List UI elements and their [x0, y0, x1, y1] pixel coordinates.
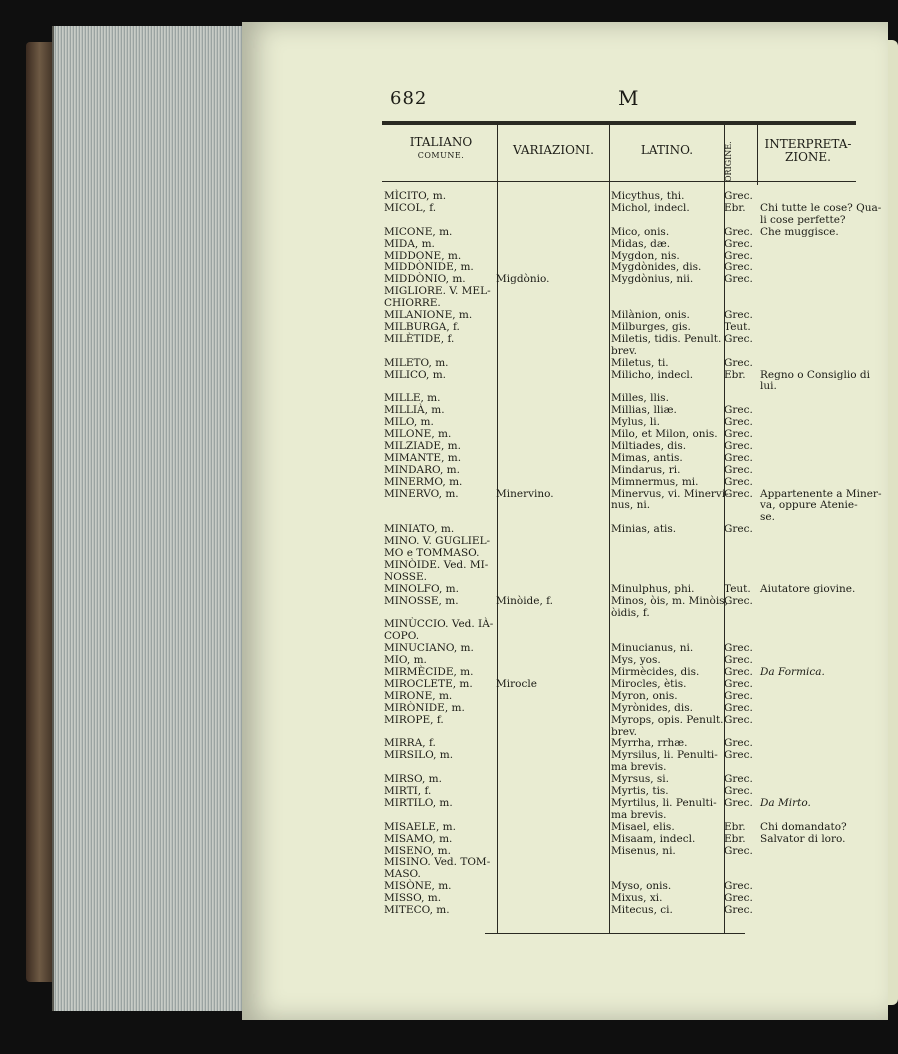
entry-italiano: MINIATO, m.	[384, 523, 455, 536]
entry-italiano: MINERVO, m.	[384, 487, 459, 500]
entry-interpretazione: Chi domandato?	[760, 820, 847, 833]
entry-italiano: MIRTILO, m.	[384, 796, 453, 809]
entry-latino: Misaam, indecl.	[611, 832, 696, 845]
entry-origine: Grec.	[724, 713, 753, 726]
entry-italiano: MO e TOMMASO.	[384, 547, 480, 559]
entry-italiano: MIRSO, m.	[384, 773, 442, 786]
entry-origine: Grec.	[724, 463, 753, 476]
entry-interpretazione: Regno o Consiglio di	[760, 368, 870, 381]
entry-interpretazione: Chi tutte le cose? Qua-	[760, 201, 882, 214]
column-header-origine: ORIGINE.	[724, 141, 733, 182]
entry-latino: Minos, òis, m. Minòis,	[611, 594, 728, 607]
entry-latino: Misael, elis.	[611, 820, 675, 833]
entry-origine: Grec.	[724, 523, 753, 536]
entry-latino: Michol, indecl.	[611, 201, 690, 214]
entry-italiano: MIDA, m.	[384, 237, 435, 250]
entry-origine: Grec.	[724, 190, 753, 202]
entry-latino: Micythus, thi.	[611, 190, 685, 202]
entry-italiano: MIDDONE, m.	[384, 249, 462, 262]
entry-italiano: MISSO, m.	[384, 892, 442, 905]
entry-italiano: MÌCITO, m.	[384, 190, 447, 202]
entry-italiano: MISÒNE, m.	[384, 880, 452, 893]
entry-origine: Ebr.	[724, 832, 746, 845]
entry-latino: Minervus, vi. Minervi-	[611, 487, 729, 500]
entry-italiano: MICOL, f.	[384, 201, 437, 214]
entry-italiano: MIRÒNIDE, m.	[384, 701, 465, 714]
entry-italiano: MILO, m.	[384, 416, 434, 429]
top-rule	[382, 121, 856, 125]
entry-origine: Grec.	[724, 773, 753, 786]
column-divider	[609, 125, 610, 933]
entry-origine: Teut.	[724, 582, 751, 595]
entry-italiano: MINDARO, m.	[384, 463, 460, 476]
entry-origine: Grec.	[724, 428, 753, 440]
entry-italiano: MINO. V. GUGLIEL-	[384, 535, 491, 548]
entry-italiano: MILBURGA, f.	[384, 320, 460, 333]
entry-origine: Teut.	[724, 320, 751, 333]
entry-italiano: MILZIADE, m.	[384, 439, 461, 452]
entry-interpretazione: Da Formica.	[760, 666, 825, 678]
entry-italiano: MILONE, m.	[384, 428, 452, 440]
entry-italiano: MICONE, m.	[384, 225, 453, 238]
entry-origine: Grec.	[724, 261, 753, 274]
entry-italiano: MISAELE, m.	[384, 820, 456, 833]
entry-latino: Mimnermus, mi.	[611, 475, 699, 488]
entry-origine: Grec.	[724, 356, 753, 369]
entry-origine: Ebr.	[724, 201, 746, 214]
entry-origine: Grec.	[724, 487, 753, 500]
entry-italiano: MILETO, m.	[384, 356, 449, 369]
entry-latino: Mico, onis.	[611, 225, 670, 238]
entry-latino: Myrtilus, li. Penulti-	[611, 796, 717, 809]
entry-origine: Grec.	[724, 273, 753, 286]
entry-latino: ma brevis.	[611, 761, 667, 774]
entry-italiano: MIRMÈCIDE, m.	[384, 666, 474, 678]
section-letter: M	[618, 86, 639, 110]
entry-latino: Milburges, gis.	[611, 320, 691, 333]
entry-origine: Grec.	[724, 904, 753, 916]
entry-latino: ma brevis.	[611, 808, 667, 821]
entry-interpretazione: Che muggisce.	[760, 225, 839, 238]
entry-origine: Ebr.	[724, 820, 746, 833]
page-edges	[52, 26, 244, 1011]
entry-latino: brev.	[611, 344, 637, 357]
entry-origine: Grec.	[724, 237, 753, 250]
entry-italiano: MIRRA, f.	[384, 737, 436, 750]
entry-italiano: MIRSILO, m.	[384, 749, 454, 762]
entry-origine: Grec.	[724, 737, 753, 750]
entry-italiano: CHIORRE.	[384, 297, 441, 310]
entry-interpretazione: Da Mirto.	[760, 796, 811, 809]
entry-latino: Mixus, xi.	[611, 892, 663, 905]
entry-latino: Myso, onis.	[611, 880, 672, 893]
page-number: 682	[390, 88, 428, 109]
entry-origine: Grec.	[724, 892, 753, 905]
column-header-italiano: ITALIANO COMUNE.	[409, 135, 473, 160]
entry-origine: Grec.	[724, 309, 753, 321]
entry-origine: Grec.	[724, 225, 753, 238]
entry-latino: Mitecus, ci.	[611, 904, 673, 916]
entry-latino: Myrsus, si.	[611, 773, 670, 786]
entry-italiano: MILLIÀ, m.	[384, 404, 445, 417]
entry-latino: Mygdon, nis.	[611, 249, 680, 262]
entry-italiano: MIRTI, f.	[384, 785, 432, 797]
entry-latino: Mimas, antis.	[611, 451, 683, 464]
entry-latino: Miletis, tidis. Penult.	[611, 332, 722, 345]
entry-latino: Mygdònides, dis.	[611, 261, 702, 274]
entry-latino: Myrrha, rrhæ.	[611, 737, 688, 750]
entry-italiano: MITECO, m.	[384, 904, 450, 916]
entry-origine: Grec.	[724, 451, 753, 464]
entry-origine: Grec.	[724, 439, 753, 452]
entry-italiano: MINÒIDE. Ved. MI-	[384, 558, 489, 571]
entry-origine: Grec.	[724, 880, 753, 893]
entry-latino: Mindarus, ri.	[611, 463, 681, 476]
entry-interpretazione: li cose perfette?	[760, 213, 846, 226]
entry-origine: Ebr.	[724, 368, 746, 381]
entry-italiano: MINOSSE, m.	[384, 594, 459, 607]
entry-origine: Grec.	[724, 844, 753, 857]
entry-interpretazione: Aiutatore giovine.	[760, 582, 856, 595]
entry-interpretazione: Appartenente a Miner-	[760, 487, 882, 500]
entry-latino: Mirocles, ètis.	[611, 677, 687, 690]
entry-latino: Mygdònius, nii.	[611, 273, 694, 286]
entry-origine: Grec.	[724, 796, 753, 809]
book-page	[242, 22, 888, 1020]
entry-origine: Grec.	[724, 677, 753, 690]
entry-italiano: MILANIONE, m.	[384, 309, 473, 321]
entry-latino: Mys, yos.	[611, 654, 661, 667]
entry-latino: nus, ni.	[611, 499, 651, 512]
entry-variazione: Minòide, f.	[496, 594, 554, 607]
entry-interpretazione: se.	[760, 511, 775, 524]
entry-latino: Minulphus, phi.	[611, 582, 695, 595]
entry-origine: Grec.	[724, 404, 753, 417]
header-rule	[382, 181, 856, 182]
entry-latino: Misenus, ni.	[611, 844, 676, 857]
column-header-interpretazione: INTERPRETA- ZIONE.	[764, 137, 852, 164]
entry-italiano: MILÈTIDE, f.	[384, 332, 455, 345]
entry-italiano: MINERMO, m.	[384, 475, 463, 488]
entry-origine: Grec.	[724, 475, 753, 488]
entry-italiano: MIROCLETE, m.	[384, 677, 473, 690]
entry-origine: Grec.	[724, 654, 753, 667]
entry-variazione: Mirocle	[496, 677, 537, 690]
entry-italiano: MILICO, m.	[384, 368, 447, 381]
entry-origine: Grec.	[724, 249, 753, 262]
entry-origine: Grec.	[724, 749, 753, 762]
entry-italiano: MASO.	[384, 868, 421, 881]
entry-interpretazione: lui.	[760, 380, 777, 393]
entry-latino: Milicho, indecl.	[611, 368, 694, 381]
column-divider	[497, 125, 498, 933]
entry-latino: brev.	[611, 725, 637, 738]
entry-latino: Myron, onis.	[611, 689, 678, 702]
column-header-variazioni: VARIAZIONI.	[513, 143, 594, 157]
entry-latino: Miltiades, dis.	[611, 439, 687, 452]
entry-italiano: MINUCIANO, m.	[384, 642, 474, 655]
entry-latino: Mylus, li.	[611, 416, 660, 429]
entry-latino: Myrops, opis. Penult.	[611, 713, 724, 726]
entry-italiano: MIGLIORE. V. MEL-	[384, 285, 491, 298]
entry-latino: Midas, dæ.	[611, 237, 671, 250]
entry-latino: Minias, atis.	[611, 523, 677, 536]
entry-latino: Myrsilus, li. Penulti-	[611, 749, 718, 762]
entry-italiano: MINÙCCIO. Ved. IÀ-	[384, 618, 494, 631]
entry-italiano: MIDDÒNIDE, m.	[384, 261, 474, 274]
entry-origine: Grec.	[724, 332, 753, 345]
entry-origine: Grec.	[724, 642, 753, 655]
entry-italiano: MISAMO, m.	[384, 832, 453, 845]
entry-italiano: MINOLFO, m.	[384, 582, 459, 595]
entry-italiano: MIMANTE, m.	[384, 451, 462, 464]
entry-origine: Grec.	[724, 666, 753, 678]
entry-latino: Milles, llis.	[611, 392, 669, 405]
entry-latino: Myrtis, tis.	[611, 785, 669, 797]
column-header-latino: LATINO.	[640, 143, 694, 157]
entry-latino: Millias, lliæ.	[611, 404, 677, 417]
entry-latino: Mirmècides, dis.	[611, 666, 700, 678]
entry-italiano: MISENO, m.	[384, 844, 451, 857]
entry-origine: Grec.	[724, 689, 753, 702]
entry-variazione: Migdònio.	[496, 273, 550, 286]
entry-latino: Milànion, onis.	[611, 309, 690, 321]
entry-latino: Milo, et Milon, onis.	[611, 428, 718, 440]
entry-italiano: MILLE, m.	[384, 392, 441, 405]
entry-italiano: NOSSE.	[384, 570, 427, 583]
entry-italiano: MIRONE, m.	[384, 689, 453, 702]
entry-interpretazione: Salvator di loro.	[760, 832, 846, 845]
entry-origine: Grec.	[724, 701, 753, 714]
entry-latino: Miletus, ti.	[611, 356, 669, 369]
entry-variazione: Minervino.	[496, 487, 554, 500]
bottom-rule	[485, 933, 745, 934]
entry-italiano: MISINO. Ved. TOM-	[384, 856, 491, 869]
entry-italiano: MIROPE, f.	[384, 713, 444, 726]
entry-latino: òidis, f.	[611, 606, 650, 619]
entry-italiano: MIO, m.	[384, 654, 427, 667]
entry-interpretazione: va, oppure Atenie-	[760, 499, 858, 512]
entry-italiano: MIDDÒNIO, m.	[384, 273, 466, 286]
entry-latino: Myrònides, dis.	[611, 701, 693, 714]
entry-italiano: COPO.	[384, 630, 420, 643]
entry-latino: Minucianus, ni.	[611, 642, 694, 655]
entry-origine: Grec.	[724, 785, 753, 797]
entry-origine: Grec.	[724, 416, 753, 429]
entry-origine: Grec.	[724, 594, 753, 607]
